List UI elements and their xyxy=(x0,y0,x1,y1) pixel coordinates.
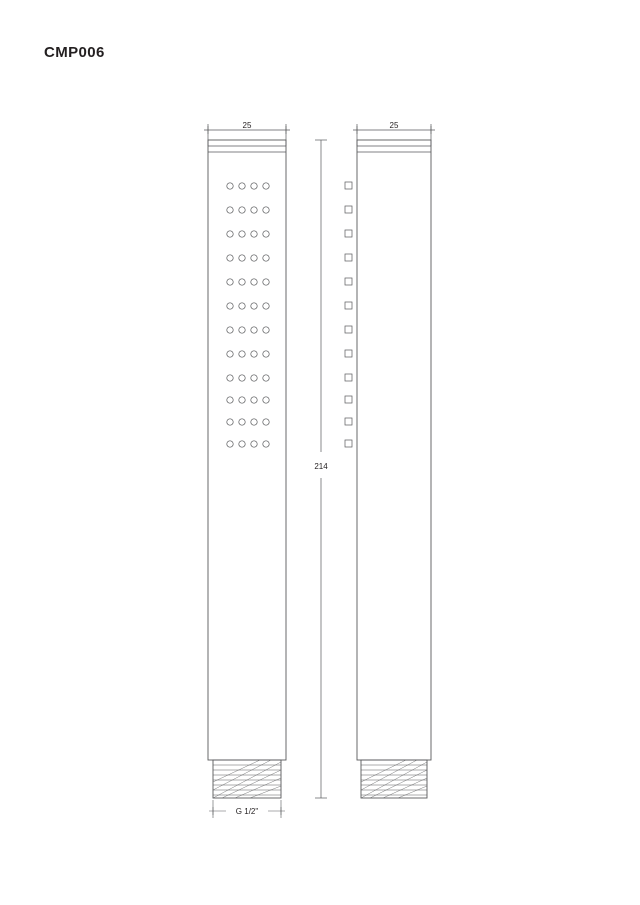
side-width-dimension-label: 25 xyxy=(389,121,399,130)
front-width-dimension-label: 25 xyxy=(242,121,252,130)
front-view xyxy=(204,124,290,818)
thread-size-dimension-label: G 1/2" xyxy=(235,807,259,816)
page-title: CMP006 xyxy=(44,44,105,61)
side-view xyxy=(345,124,435,798)
overall-height-dimension-label: 214 xyxy=(314,462,328,471)
